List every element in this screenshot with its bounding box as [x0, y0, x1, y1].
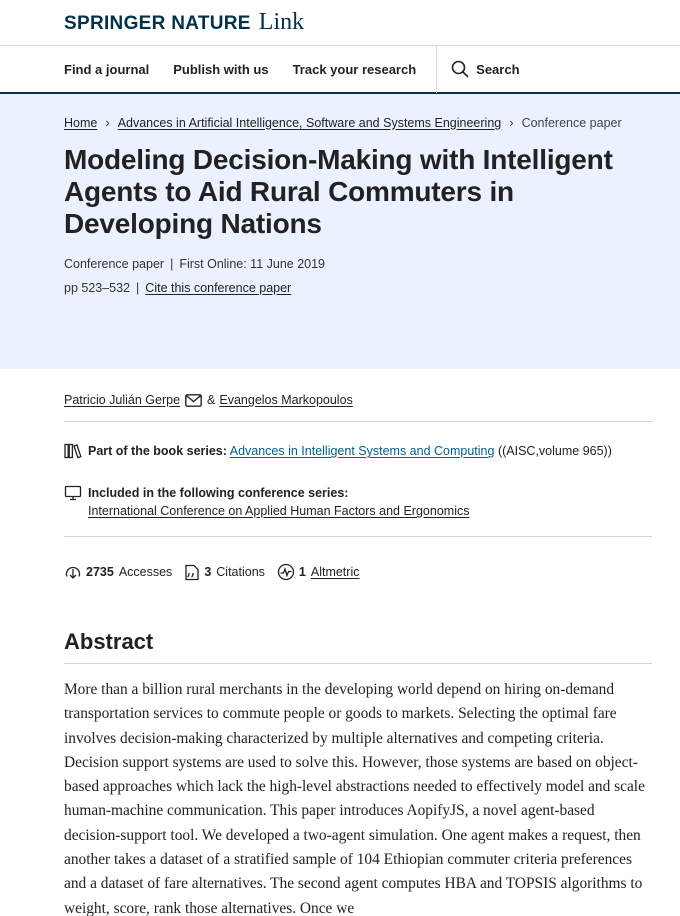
metric-accesses	[64, 564, 172, 581]
divider	[64, 663, 652, 664]
metric-altmetric[interactable]	[277, 563, 360, 581]
books-icon	[64, 442, 88, 464]
article-meta	[64, 252, 640, 300]
first-online-date: First Online: 11 June 2019	[179, 257, 326, 271]
meta-separator: |	[136, 281, 140, 295]
nav-divider	[436, 45, 437, 93]
accesses-count: 2735	[86, 565, 114, 579]
series-info	[64, 442, 652, 520]
article-content	[0, 390, 680, 916]
author-link[interactable]: Evangelos Markopoulos	[219, 393, 353, 407]
search-label: Search	[476, 61, 520, 77]
conference-series-link[interactable]: International Conference on Applied Human Factors and Ergonomics	[88, 504, 470, 518]
breadcrumb-home[interactable]: Home	[64, 115, 98, 130]
altmetric-icon	[277, 563, 295, 581]
nav-publish-with-us[interactable]: Publish with us	[173, 61, 269, 77]
breadcrumb	[64, 115, 640, 130]
conference-series-label: Included in the following conference series:	[88, 486, 349, 500]
chevron-right-icon: ›	[105, 115, 110, 130]
presentation-icon	[64, 484, 88, 520]
author-link[interactable]: Patricio Julián Gerpe	[64, 393, 181, 407]
nav-track-research[interactable]: Track your research	[292, 61, 417, 77]
brand-springer-nature: SPRINGER NATURE	[64, 13, 251, 34]
article-metrics	[64, 563, 652, 581]
mail-icon[interactable]	[185, 394, 202, 407]
divider	[64, 536, 652, 537]
divider	[64, 421, 652, 422]
chevron-right-icon: ›	[509, 115, 514, 130]
breadcrumb-book[interactable]: Advances in Artificial Intelligence, Software and Systems Engineering	[117, 115, 502, 130]
author-list	[64, 390, 652, 410]
metric-citations	[184, 564, 265, 581]
meta-separator: |	[170, 257, 174, 271]
citations-count: 3	[204, 565, 212, 579]
page-range: pp 523–532	[64, 281, 131, 295]
book-series-label: Part of the book series:	[88, 444, 227, 458]
book-series-volume: ((AISC,volume 965))	[497, 444, 612, 458]
brand-link-word: Link	[258, 9, 305, 35]
altmetric-score: 1	[298, 565, 306, 579]
nav-find-journal[interactable]: Find a journal	[64, 61, 150, 77]
search-icon	[451, 60, 469, 78]
main-nav	[0, 46, 680, 94]
search-button[interactable]	[451, 60, 519, 78]
cite-link[interactable]: Cite this conference paper	[145, 281, 292, 295]
site-header	[0, 0, 680, 46]
article-hero	[0, 94, 680, 369]
abstract-text: More than a billion rural merchants in the developing world depend on hiring on-demand transportation services to commute people or goods to markets. Selecting the optimal fare involves decision-making characterized by multiple alternatives and competing criteria. Decision support systems are used to solve this. However, those systems are based on object-based approaches which lack the high-level abstractions needed to effectively model and scale human-machine communication. This paper introduces AopifyJS, a novel agent-based decision-support tool. We developed a two-agent simulation. One agent makes a request, then another takes a dataset of a stratified sample of 104 Ethiopian commuter criteria preferences and a dataset of fare alternatives. The second agent computes HBA and TOPSIS algorithms to weight, score, rank those alternatives. Once we	[64, 681, 645, 916]
citation-icon	[184, 564, 200, 581]
breadcrumb-current: Conference paper	[521, 115, 622, 130]
book-series-link[interactable]: Advances in Intelligent Systems and Computing	[229, 444, 495, 458]
accesses-label: Accesses	[118, 565, 173, 579]
abstract-heading: Abstract	[64, 629, 154, 654]
author-separator: &	[207, 393, 216, 407]
article-type: Conference paper	[64, 257, 165, 271]
book-series-row	[64, 442, 652, 464]
brand-logo[interactable]	[64, 9, 304, 36]
download-icon	[64, 564, 82, 581]
altmetric-link[interactable]: Altmetric	[310, 565, 360, 579]
conference-series-row	[64, 484, 652, 520]
citations-label: Citations	[216, 565, 265, 579]
page-title: Modeling Decision-Making with Intelligent Agents to Aid Rural Commuters in Developing Nations	[64, 144, 613, 239]
